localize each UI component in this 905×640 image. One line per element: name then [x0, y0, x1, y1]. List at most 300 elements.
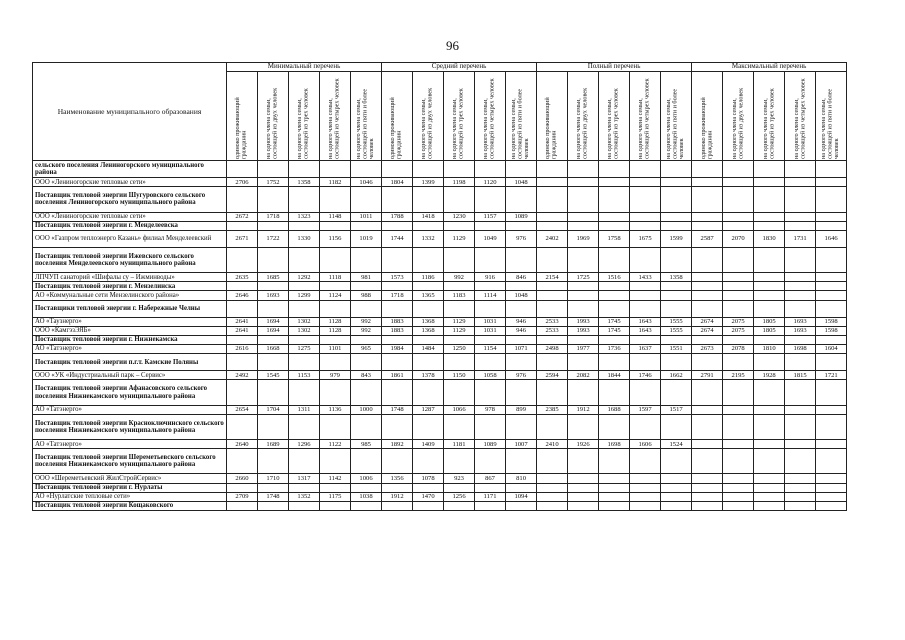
- value-cell: 1129: [444, 230, 475, 247]
- value-cell: [599, 501, 630, 510]
- value-cell: 1156: [320, 230, 351, 247]
- value-cell: 2646: [227, 291, 258, 300]
- value-cell: 2075: [723, 317, 754, 326]
- value-cell: 2674: [692, 326, 723, 335]
- value-cell: [537, 483, 568, 492]
- value-cell: [661, 221, 692, 230]
- value-cell: 1000: [351, 405, 382, 414]
- value-cell: 1685: [258, 273, 289, 282]
- value-cell: 1330: [289, 230, 320, 247]
- supplier-heading-row: [33, 414, 847, 439]
- value-cell: [444, 501, 475, 510]
- value-cell: [320, 221, 351, 230]
- value-cell: [661, 492, 692, 501]
- value-cell: 1129: [444, 326, 475, 335]
- value-cell: 1551: [661, 345, 692, 354]
- table-row: [33, 273, 847, 282]
- value-cell: [599, 335, 630, 344]
- subcolumn-header: одиноко проживающий гражданин: [692, 72, 723, 161]
- value-cell: [816, 212, 847, 221]
- value-cell: [568, 161, 599, 178]
- value-cell: [444, 354, 475, 371]
- value-cell: 2641: [227, 317, 258, 326]
- value-cell: 1693: [785, 317, 816, 326]
- value-cell: [599, 414, 630, 439]
- table-row: [33, 405, 847, 414]
- value-cell: [320, 282, 351, 291]
- value-cell: [599, 221, 630, 230]
- value-cell: [537, 247, 568, 272]
- value-cell: 2709: [227, 492, 258, 501]
- value-cell: [723, 187, 754, 212]
- value-cell: [816, 187, 847, 212]
- value-cell: [413, 161, 444, 178]
- organization-name: АО «Нурлатские тепловые сети»: [33, 492, 227, 501]
- value-cell: 1365: [413, 291, 444, 300]
- value-cell: [692, 492, 723, 501]
- value-cell: [413, 247, 444, 272]
- value-cell: 978: [475, 405, 506, 414]
- value-cell: [723, 178, 754, 187]
- value-cell: [785, 187, 816, 212]
- value-cell: 2195: [723, 371, 754, 380]
- value-cell: [816, 300, 847, 317]
- value-cell: 946: [506, 326, 537, 335]
- organization-name: ООО «УК «Индустриальный парк – Сервис»: [33, 371, 227, 380]
- value-cell: 1378: [413, 371, 444, 380]
- value-cell: [723, 483, 754, 492]
- value-cell: 2672: [227, 212, 258, 221]
- value-cell: [692, 483, 723, 492]
- organization-name: ЛПЧУП санаторий «Шифалы су – Ижминводы»: [33, 273, 227, 282]
- value-cell: 1256: [444, 492, 475, 501]
- value-cell: [692, 405, 723, 414]
- value-cell: [537, 449, 568, 474]
- value-cell: 1745: [599, 326, 630, 335]
- value-cell: [351, 335, 382, 344]
- value-cell: [475, 187, 506, 212]
- value-cell: 1058: [475, 371, 506, 380]
- value-cell: [537, 335, 568, 344]
- value-cell: [258, 354, 289, 371]
- value-cell: 2492: [227, 371, 258, 380]
- table-row: [33, 371, 847, 380]
- value-cell: [320, 449, 351, 474]
- value-cell: [382, 282, 413, 291]
- supplier-heading-row: [33, 247, 847, 272]
- value-cell: [661, 474, 692, 483]
- value-cell: [568, 354, 599, 371]
- value-cell: [692, 212, 723, 221]
- value-cell: [475, 300, 506, 317]
- value-cell: 1101: [320, 345, 351, 354]
- subcolumn-header: на одного члена семьи, состоящей из трех человек: [754, 72, 785, 161]
- organization-name: ООО «Шереметьевский ЖилСтройСервис»: [33, 474, 227, 483]
- value-cell: 946: [506, 317, 537, 326]
- value-cell: [630, 247, 661, 272]
- value-cell: [351, 501, 382, 510]
- value-cell: 1516: [599, 273, 630, 282]
- value-cell: [692, 300, 723, 317]
- value-cell: [537, 380, 568, 405]
- organization-name: ООО «Газпром теплоэнерго Казань» филиал Менделеевский: [33, 230, 227, 247]
- value-cell: 1183: [444, 291, 475, 300]
- value-cell: [630, 414, 661, 439]
- value-cell: 2154: [537, 273, 568, 282]
- value-cell: 1094: [506, 492, 537, 501]
- value-cell: [754, 405, 785, 414]
- value-cell: 1704: [258, 405, 289, 414]
- value-cell: 1745: [599, 317, 630, 326]
- value-cell: [382, 300, 413, 317]
- value-cell: [568, 187, 599, 212]
- value-cell: [537, 501, 568, 510]
- value-cell: [506, 414, 537, 439]
- value-cell: 1693: [258, 291, 289, 300]
- value-cell: [785, 291, 816, 300]
- value-cell: 1698: [599, 440, 630, 449]
- subcolumn-header: одиноко проживающий гражданин: [537, 72, 568, 161]
- value-cell: [785, 474, 816, 483]
- value-cell: 1555: [661, 317, 692, 326]
- value-cell: 2533: [537, 326, 568, 335]
- value-cell: [692, 187, 723, 212]
- value-cell: 1573: [382, 273, 413, 282]
- value-cell: 1545: [258, 371, 289, 380]
- value-cell: 1892: [382, 440, 413, 449]
- value-cell: 1484: [413, 345, 444, 354]
- value-cell: [289, 380, 320, 405]
- value-cell: [754, 161, 785, 178]
- value-cell: [723, 474, 754, 483]
- value-cell: [754, 414, 785, 439]
- subcolumn-header: на одного члена семьи, состоящей из трех человек: [599, 72, 630, 161]
- value-cell: [816, 414, 847, 439]
- value-cell: [692, 449, 723, 474]
- value-cell: [723, 335, 754, 344]
- value-cell: 1154: [475, 345, 506, 354]
- value-cell: [382, 161, 413, 178]
- value-cell: [227, 354, 258, 371]
- supplier-heading: сельского поселения Лениногорского муниципального района: [33, 161, 227, 178]
- value-cell: [692, 291, 723, 300]
- value-cell: [382, 187, 413, 212]
- value-cell: 1418: [413, 212, 444, 221]
- value-cell: [630, 380, 661, 405]
- supplier-heading-row: [33, 354, 847, 371]
- value-cell: [568, 282, 599, 291]
- group-header: Минимальный перечень: [227, 63, 382, 72]
- value-cell: [630, 501, 661, 510]
- value-cell: [723, 492, 754, 501]
- value-cell: 1805: [754, 317, 785, 326]
- value-cell: [692, 501, 723, 510]
- value-cell: [599, 380, 630, 405]
- value-cell: 2385: [537, 405, 568, 414]
- subcolumn-header: одиноко проживающий гражданин: [382, 72, 413, 161]
- value-cell: [227, 221, 258, 230]
- group-header: Средний перечень: [382, 63, 537, 72]
- value-cell: [754, 291, 785, 300]
- value-cell: 976: [506, 230, 537, 247]
- value-cell: [723, 273, 754, 282]
- value-cell: [630, 483, 661, 492]
- value-cell: 846: [506, 273, 537, 282]
- value-cell: 1912: [568, 405, 599, 414]
- value-cell: [227, 501, 258, 510]
- value-cell: 2498: [537, 345, 568, 354]
- value-cell: 1517: [661, 405, 692, 414]
- value-cell: 810: [506, 474, 537, 483]
- supplier-heading: Поставщик тепловой энергии Шереметьевского сельского поселения Нижнекамского муниципального района: [33, 449, 227, 474]
- value-cell: [475, 449, 506, 474]
- value-cell: [475, 354, 506, 371]
- value-cell: 867: [475, 474, 506, 483]
- value-cell: [475, 161, 506, 178]
- value-cell: [599, 300, 630, 317]
- value-cell: 1007: [506, 440, 537, 449]
- value-cell: [320, 483, 351, 492]
- column-header-name: Наименование муниципального образования: [33, 63, 227, 161]
- value-cell: [754, 501, 785, 510]
- value-cell: [444, 247, 475, 272]
- value-cell: [351, 221, 382, 230]
- value-cell: 1984: [382, 345, 413, 354]
- value-cell: 916: [475, 273, 506, 282]
- value-cell: [444, 483, 475, 492]
- value-cell: [413, 282, 444, 291]
- organization-name: АО «Татэнерго»: [33, 345, 227, 354]
- value-cell: [289, 282, 320, 291]
- table-row: [33, 326, 847, 335]
- value-cell: [785, 354, 816, 371]
- value-cell: 1181: [444, 440, 475, 449]
- value-cell: 1153: [289, 371, 320, 380]
- value-cell: [816, 178, 847, 187]
- value-cell: [661, 354, 692, 371]
- value-cell: [351, 414, 382, 439]
- subcolumn-header: на одного члена семьи, состоящей из пяти и более человек: [816, 72, 847, 161]
- value-cell: 1275: [289, 345, 320, 354]
- value-cell: [506, 501, 537, 510]
- value-cell: [351, 354, 382, 371]
- value-cell: [382, 501, 413, 510]
- value-cell: 1128: [320, 317, 351, 326]
- value-cell: [320, 335, 351, 344]
- value-cell: [444, 221, 475, 230]
- subcolumn-header: на одного члена семьи, состоящей из двух человек: [258, 72, 289, 161]
- value-cell: [816, 483, 847, 492]
- value-cell: [785, 300, 816, 317]
- value-cell: [723, 405, 754, 414]
- value-cell: [630, 212, 661, 221]
- value-cell: 1129: [444, 317, 475, 326]
- value-cell: 976: [506, 371, 537, 380]
- value-cell: 1175: [320, 492, 351, 501]
- value-cell: [506, 161, 537, 178]
- value-cell: [661, 335, 692, 344]
- value-cell: [785, 414, 816, 439]
- value-cell: 1744: [382, 230, 413, 247]
- value-cell: [258, 414, 289, 439]
- value-cell: 1332: [413, 230, 444, 247]
- value-cell: 1292: [289, 273, 320, 282]
- value-cell: [630, 335, 661, 344]
- value-cell: [785, 440, 816, 449]
- value-cell: [785, 501, 816, 510]
- value-cell: [258, 161, 289, 178]
- value-cell: [816, 273, 847, 282]
- value-cell: 1722: [258, 230, 289, 247]
- value-cell: [351, 483, 382, 492]
- value-cell: 1302: [289, 326, 320, 335]
- value-cell: [444, 300, 475, 317]
- value-cell: 1524: [661, 440, 692, 449]
- supplier-heading: Поставщик тепловой энергии г. Нижнекамска: [33, 335, 227, 344]
- value-cell: 2654: [227, 405, 258, 414]
- value-cell: [630, 282, 661, 291]
- organization-name: АО «Коммунальные сети Мензелинского района»: [33, 291, 227, 300]
- value-cell: [599, 282, 630, 291]
- subcolumn-header: на одного члена семьи, состоящей из двух человек: [723, 72, 754, 161]
- value-cell: [320, 247, 351, 272]
- value-cell: 1078: [413, 474, 444, 483]
- value-cell: [692, 354, 723, 371]
- value-cell: [568, 483, 599, 492]
- value-cell: [413, 335, 444, 344]
- value-cell: 1019: [351, 230, 382, 247]
- value-cell: [382, 380, 413, 405]
- value-cell: [785, 161, 816, 178]
- value-cell: 1317: [289, 474, 320, 483]
- value-cell: [661, 178, 692, 187]
- value-cell: [754, 273, 785, 282]
- value-cell: 2660: [227, 474, 258, 483]
- value-cell: [289, 483, 320, 492]
- value-cell: 1048: [506, 178, 537, 187]
- value-cell: [754, 380, 785, 405]
- value-cell: [692, 282, 723, 291]
- value-cell: 1006: [351, 474, 382, 483]
- value-cell: [723, 300, 754, 317]
- value-cell: [723, 380, 754, 405]
- value-cell: [289, 449, 320, 474]
- value-cell: 1637: [630, 345, 661, 354]
- value-cell: 1748: [258, 492, 289, 501]
- value-cell: [568, 291, 599, 300]
- value-cell: [785, 221, 816, 230]
- value-cell: [258, 380, 289, 405]
- value-cell: [413, 380, 444, 405]
- value-cell: [537, 212, 568, 221]
- value-cell: [630, 492, 661, 501]
- value-cell: [630, 178, 661, 187]
- value-cell: 1718: [258, 212, 289, 221]
- value-cell: 1993: [568, 317, 599, 326]
- value-cell: 1352: [289, 492, 320, 501]
- value-cell: 1122: [320, 440, 351, 449]
- table-row: [33, 492, 847, 501]
- value-cell: [754, 247, 785, 272]
- value-cell: 1358: [289, 178, 320, 187]
- value-cell: [599, 247, 630, 272]
- value-cell: [723, 449, 754, 474]
- value-cell: [816, 449, 847, 474]
- value-cell: [723, 291, 754, 300]
- value-cell: [382, 414, 413, 439]
- value-cell: [289, 247, 320, 272]
- value-cell: 1136: [320, 405, 351, 414]
- value-cell: [444, 414, 475, 439]
- value-cell: [537, 414, 568, 439]
- value-cell: 1186: [413, 273, 444, 282]
- value-cell: [599, 492, 630, 501]
- value-cell: 1182: [320, 178, 351, 187]
- value-cell: 1604: [816, 345, 847, 354]
- value-cell: 2616: [227, 345, 258, 354]
- value-cell: 992: [351, 317, 382, 326]
- supplier-heading-row: [33, 449, 847, 474]
- value-cell: 1230: [444, 212, 475, 221]
- value-cell: [568, 449, 599, 474]
- value-cell: [692, 474, 723, 483]
- value-cell: [599, 449, 630, 474]
- value-cell: 1993: [568, 326, 599, 335]
- value-cell: 1736: [599, 345, 630, 354]
- value-cell: 1433: [630, 273, 661, 282]
- value-cell: [785, 483, 816, 492]
- value-cell: 1718: [382, 291, 413, 300]
- value-cell: [227, 335, 258, 344]
- value-cell: 1788: [382, 212, 413, 221]
- supplier-heading: Поставщик тепловой энергии Красноключинского сельского поселения Нижнекамского муниципального района: [33, 414, 227, 439]
- value-cell: 1089: [475, 440, 506, 449]
- value-cell: [289, 335, 320, 344]
- value-cell: 899: [506, 405, 537, 414]
- value-cell: 1688: [599, 405, 630, 414]
- value-cell: [537, 474, 568, 483]
- value-cell: 923: [444, 474, 475, 483]
- value-cell: 1071: [506, 345, 537, 354]
- value-cell: [506, 247, 537, 272]
- value-cell: 1048: [506, 291, 537, 300]
- value-cell: [258, 282, 289, 291]
- value-cell: [413, 501, 444, 510]
- value-cell: [754, 282, 785, 291]
- value-cell: [785, 273, 816, 282]
- value-cell: [413, 187, 444, 212]
- value-cell: [754, 178, 785, 187]
- value-cell: 2402: [537, 230, 568, 247]
- value-cell: 985: [351, 440, 382, 449]
- group-header: Максимальный перечень: [692, 63, 847, 72]
- value-cell: 1912: [382, 492, 413, 501]
- value-cell: 2594: [537, 371, 568, 380]
- value-cell: [816, 335, 847, 344]
- value-cell: [258, 501, 289, 510]
- subcolumn-header: на одного члена семьи, состоящей из пяти и более человек: [351, 72, 382, 161]
- value-cell: [351, 380, 382, 405]
- value-cell: [320, 354, 351, 371]
- value-cell: [568, 414, 599, 439]
- value-cell: [816, 282, 847, 291]
- value-cell: [630, 161, 661, 178]
- value-cell: [754, 474, 785, 483]
- value-cell: 1694: [258, 326, 289, 335]
- supplier-heading-row: [33, 501, 847, 510]
- value-cell: 1694: [258, 317, 289, 326]
- value-cell: 1598: [816, 317, 847, 326]
